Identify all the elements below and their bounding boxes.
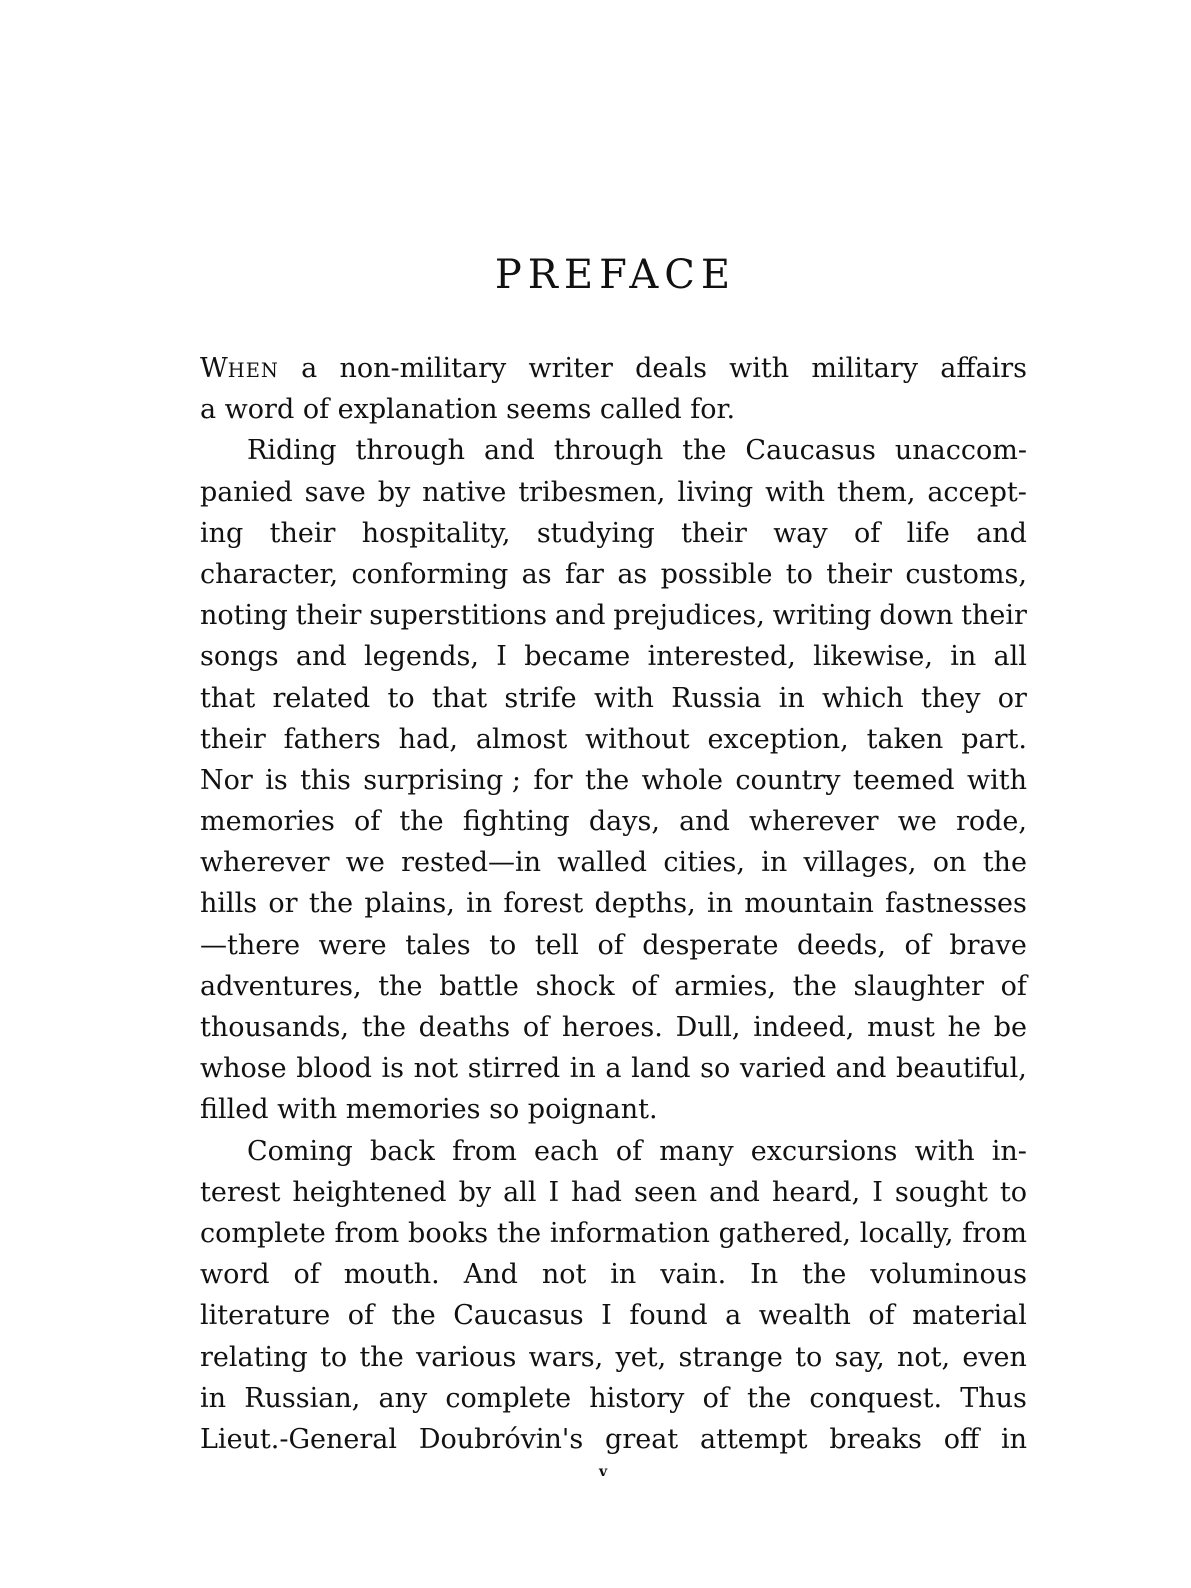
- word: from: [334, 1217, 400, 1249]
- word: vain.: [660, 1259, 727, 1291]
- word: a: [725, 1300, 742, 1332]
- word: yet,: [615, 1341, 667, 1373]
- word: or: [997, 682, 1027, 714]
- word: non-military: [339, 353, 507, 384]
- word: country: [735, 764, 841, 796]
- word: he: [947, 1012, 981, 1043]
- word: off: [943, 1423, 980, 1455]
- word: were: [318, 929, 387, 961]
- word: books: [408, 1217, 489, 1249]
- word: the: [308, 888, 354, 920]
- word: is: [381, 1053, 405, 1085]
- word: fathers: [283, 723, 381, 755]
- word: gathered,: [718, 1217, 851, 1249]
- word: from: [452, 1135, 517, 1167]
- word: prejudices,: [613, 600, 765, 632]
- text-line-26: [200, 1378, 1027, 1419]
- word: their: [681, 517, 747, 549]
- word: heightened: [292, 1176, 447, 1208]
- word: of: [702, 1382, 729, 1414]
- word: and: [554, 600, 606, 632]
- word: in: [610, 1259, 637, 1291]
- word: to: [320, 1341, 348, 1373]
- word: to: [999, 1176, 1027, 1208]
- text-line-13: [200, 842, 1027, 883]
- word: And: [463, 1259, 518, 1291]
- word: of: [354, 806, 381, 838]
- word: indeed,: [753, 1012, 855, 1043]
- word: forest: [503, 888, 584, 920]
- word: not: [413, 1053, 459, 1085]
- word: and: [835, 1053, 887, 1085]
- word: strife: [504, 682, 577, 714]
- word: by: [377, 476, 411, 508]
- word: their: [269, 517, 336, 549]
- word: had,: [398, 723, 458, 755]
- word: Lieut.-General: [200, 1423, 398, 1455]
- word: Russian,: [244, 1382, 361, 1414]
- word: Doubróvin's: [418, 1423, 584, 1455]
- word: in: [761, 847, 788, 879]
- word: complete: [445, 1382, 572, 1414]
- word: this: [300, 764, 351, 796]
- word: we: [897, 806, 937, 838]
- word: save: [304, 476, 366, 508]
- word: the: [584, 764, 630, 796]
- word: that: [200, 682, 256, 714]
- text-line-23: [200, 1254, 1027, 1295]
- word: a word of explanation seems called for.: [200, 394, 736, 426]
- word: the: [792, 970, 837, 1002]
- word: and: [709, 1176, 760, 1208]
- word: affairs: [940, 353, 1027, 384]
- word: a: [605, 1053, 622, 1085]
- word: conforming: [351, 558, 509, 590]
- word: writing: [772, 600, 872, 632]
- word: stirred: [467, 1053, 561, 1085]
- text-line-22: [200, 1213, 1027, 1254]
- word: blood: [296, 1053, 372, 1085]
- word: is: [265, 764, 288, 796]
- page-number: v: [599, 1464, 608, 1480]
- drop-initial: W: [200, 353, 228, 384]
- opening-word: [200, 348, 279, 389]
- word: each: [534, 1135, 599, 1167]
- word: I: [548, 1176, 560, 1208]
- word: songs: [200, 641, 279, 673]
- word: wherever: [200, 847, 330, 879]
- text-line-9: [200, 678, 1027, 719]
- word: writer: [528, 353, 613, 384]
- word: a: [301, 353, 318, 384]
- text-line-11: [200, 760, 1027, 801]
- word: of: [1000, 970, 1027, 1002]
- word: related: [272, 682, 371, 714]
- word: way: [773, 517, 828, 549]
- text-line-1: [200, 348, 1027, 389]
- text-line-15: [200, 925, 1027, 966]
- word: of: [904, 929, 931, 961]
- word: native: [422, 476, 507, 508]
- word: Caucasus: [745, 435, 876, 467]
- word: whole: [641, 764, 723, 796]
- word: wherever: [749, 806, 879, 838]
- word: cities,: [663, 847, 745, 879]
- word: for: [533, 764, 573, 796]
- word: the: [399, 806, 444, 838]
- word: Coming: [247, 1135, 353, 1167]
- word: with: [765, 476, 826, 508]
- word: the: [361, 1012, 406, 1043]
- word: their: [961, 600, 1027, 632]
- word: to: [785, 558, 813, 590]
- word: varied: [739, 1053, 827, 1085]
- word: tell: [534, 929, 579, 961]
- word: their: [295, 600, 362, 632]
- word: history: [589, 1382, 685, 1414]
- word: wars,: [528, 1341, 604, 1373]
- word: complete: [200, 1217, 326, 1249]
- word: the: [391, 1300, 436, 1332]
- word: walled: [557, 847, 648, 879]
- word: teemed: [852, 764, 955, 796]
- text-line-8: [200, 636, 1027, 677]
- word: not: [541, 1259, 587, 1291]
- word: whose: [200, 1053, 287, 1085]
- word: I: [872, 1176, 883, 1208]
- word: had: [571, 1176, 622, 1208]
- text-line-5: [200, 513, 1027, 554]
- word: hills: [200, 888, 258, 920]
- word: brave: [949, 929, 1027, 961]
- word: word: [200, 1259, 270, 1291]
- text-line-3: [200, 430, 1027, 471]
- word: must: [867, 1012, 935, 1043]
- word: with: [914, 1135, 975, 1167]
- word: days,: [588, 806, 660, 838]
- word: strange: [678, 1341, 783, 1373]
- word: tales: [405, 929, 471, 961]
- word: from: [962, 1217, 1027, 1249]
- word: Thus: [960, 1382, 1027, 1414]
- word: —there: [200, 929, 301, 961]
- word: excursions: [750, 1135, 898, 1167]
- word: hospitality,: [361, 517, 511, 549]
- word: mouth.: [343, 1259, 440, 1291]
- word: mountain: [744, 888, 874, 920]
- word: breaks: [829, 1423, 922, 1455]
- word: of: [522, 1012, 550, 1043]
- word: in: [1000, 1423, 1027, 1455]
- word: superstitions: [369, 600, 547, 632]
- page-title: PREFACE: [494, 252, 737, 298]
- word: adventures,: [200, 970, 362, 1002]
- word: any: [378, 1382, 428, 1414]
- word: be: [993, 1012, 1027, 1043]
- word: the: [802, 1259, 847, 1291]
- word: in: [707, 888, 734, 920]
- word: heard,: [771, 1176, 861, 1208]
- word: noting: [200, 600, 288, 632]
- text-line-17: [200, 1007, 1027, 1048]
- word: they: [920, 682, 981, 714]
- word: through: [355, 435, 466, 467]
- word: character,: [200, 558, 339, 590]
- word: without: [585, 723, 690, 755]
- word: possible: [660, 558, 773, 590]
- preface-body: [200, 348, 1027, 1460]
- word: with: [593, 682, 654, 714]
- word: terest: [200, 1176, 281, 1208]
- text-line-21: [200, 1172, 1027, 1213]
- word: attempt: [700, 1423, 808, 1455]
- word: far: [564, 558, 604, 590]
- word: the: [378, 970, 423, 1002]
- word: likewise,: [813, 641, 933, 673]
- word: fastnesses: [885, 888, 1027, 920]
- word: surprising ;: [363, 764, 522, 796]
- word: memories: [200, 806, 335, 838]
- word: taken: [866, 723, 944, 755]
- word: all: [993, 641, 1027, 673]
- word: great: [605, 1423, 679, 1455]
- word: the: [982, 847, 1027, 879]
- word: various: [415, 1341, 517, 1373]
- word: their: [200, 723, 266, 755]
- word: in: [200, 1382, 227, 1414]
- word: life: [906, 517, 950, 549]
- word: say,: [834, 1341, 885, 1373]
- word: rode,: [955, 806, 1027, 838]
- word: and: [484, 435, 535, 467]
- word: in-: [991, 1135, 1027, 1167]
- word: as: [617, 558, 648, 590]
- text-line-7: [200, 595, 1027, 636]
- word: interested,: [647, 641, 796, 673]
- word: tribesmen,: [518, 476, 666, 508]
- word: to: [387, 682, 415, 714]
- word: filled with memories so poignant.: [200, 1094, 658, 1126]
- word: of: [597, 929, 624, 961]
- word: depths,: [594, 888, 696, 920]
- word: land: [631, 1053, 691, 1085]
- text-line-24: [200, 1295, 1027, 1336]
- word: conquest.: [809, 1382, 943, 1414]
- word: literature: [200, 1300, 331, 1332]
- word: found: [629, 1300, 708, 1332]
- word: them,: [837, 476, 916, 508]
- word: part.: [961, 723, 1027, 755]
- word: military: [811, 353, 918, 384]
- word: which: [822, 682, 904, 714]
- text-line-4: [200, 472, 1027, 513]
- word: and: [295, 641, 347, 673]
- word: desperate: [642, 929, 779, 961]
- word: I: [496, 641, 507, 673]
- word: and: [679, 806, 730, 838]
- text-line-19: [200, 1089, 1027, 1130]
- paragraph-lines: [200, 389, 1027, 1460]
- word: back: [370, 1135, 435, 1167]
- word: legends,: [363, 641, 479, 673]
- word: Riding: [247, 435, 337, 467]
- word: we: [345, 847, 385, 879]
- word: armies,: [674, 970, 776, 1002]
- word: accept-: [927, 476, 1027, 508]
- text-line-10: [200, 719, 1027, 760]
- word: Caucasus: [453, 1300, 584, 1332]
- word: unaccom-: [894, 435, 1027, 467]
- text-line-6: [200, 554, 1027, 595]
- word: relating: [200, 1341, 308, 1373]
- word: the: [359, 1341, 404, 1373]
- word: and: [976, 517, 1027, 549]
- word: all: [503, 1176, 537, 1208]
- word: so: [700, 1053, 731, 1085]
- word: of: [293, 1259, 320, 1291]
- word: panied: [200, 476, 293, 508]
- word: almost: [475, 723, 568, 755]
- word: I: [601, 1300, 612, 1332]
- word: Nor: [200, 764, 253, 796]
- word: even: [962, 1341, 1027, 1373]
- word: the: [746, 1382, 792, 1414]
- text-line-14: [200, 883, 1027, 924]
- word: of: [868, 1300, 895, 1332]
- word: in: [466, 888, 493, 920]
- text-line-16: [200, 966, 1027, 1007]
- text-line-12: [200, 801, 1027, 842]
- word: villages,: [803, 847, 917, 879]
- small-caps-text: HEN: [227, 359, 279, 382]
- word: living: [677, 476, 754, 508]
- text-line-18: [200, 1048, 1027, 1089]
- word: voluminous: [870, 1259, 1027, 1291]
- word: locally,: [859, 1217, 954, 1249]
- word: in: [950, 641, 977, 673]
- text-line-2: [200, 389, 1027, 430]
- word: of: [631, 970, 658, 1002]
- text-line-25: [200, 1337, 1027, 1378]
- word: in: [778, 682, 805, 714]
- word: customs,: [905, 558, 1027, 590]
- word: many: [659, 1135, 734, 1167]
- text-line-27: [200, 1419, 1027, 1460]
- word: through: [553, 435, 664, 467]
- word: with: [729, 353, 790, 384]
- word: deals: [635, 353, 707, 384]
- word: of: [615, 1135, 643, 1167]
- word: slaughter: [853, 970, 984, 1002]
- word: their: [826, 558, 893, 590]
- word: battle: [439, 970, 519, 1002]
- word: deaths: [418, 1012, 511, 1043]
- word: rested—in: [401, 847, 542, 879]
- word: to: [489, 929, 517, 961]
- word: seen: [633, 1176, 698, 1208]
- text-line-20: [200, 1131, 1027, 1172]
- word: deeds,: [797, 929, 886, 961]
- word: Dull,: [675, 1012, 741, 1043]
- word: by: [458, 1176, 492, 1208]
- word: as: [521, 558, 552, 590]
- word: of: [347, 1300, 374, 1332]
- word: heroes.: [561, 1012, 663, 1043]
- word: not,: [896, 1341, 951, 1373]
- word: to: [795, 1341, 823, 1373]
- word: beautiful,: [896, 1053, 1027, 1085]
- word: fighting: [462, 806, 570, 838]
- word: in: [569, 1053, 596, 1085]
- word: sought: [894, 1176, 988, 1208]
- word: wealth: [758, 1300, 851, 1332]
- word: down: [879, 600, 954, 632]
- word: on: [932, 847, 967, 879]
- word: that: [431, 682, 488, 714]
- word: the: [496, 1217, 542, 1249]
- word: or: [268, 888, 298, 920]
- word: plains,: [364, 888, 455, 920]
- word: ing: [200, 517, 244, 549]
- word: In: [750, 1259, 779, 1291]
- word: of: [853, 517, 881, 549]
- word: shock: [535, 970, 615, 1002]
- word: exception,: [707, 723, 849, 755]
- word: became: [524, 641, 631, 673]
- word: studying: [536, 517, 655, 549]
- word: information: [549, 1217, 710, 1249]
- word: material: [912, 1300, 1027, 1332]
- word: with: [966, 764, 1027, 796]
- word: Russia: [671, 682, 762, 714]
- word: thousands,: [200, 1012, 349, 1043]
- word: the: [682, 435, 727, 467]
